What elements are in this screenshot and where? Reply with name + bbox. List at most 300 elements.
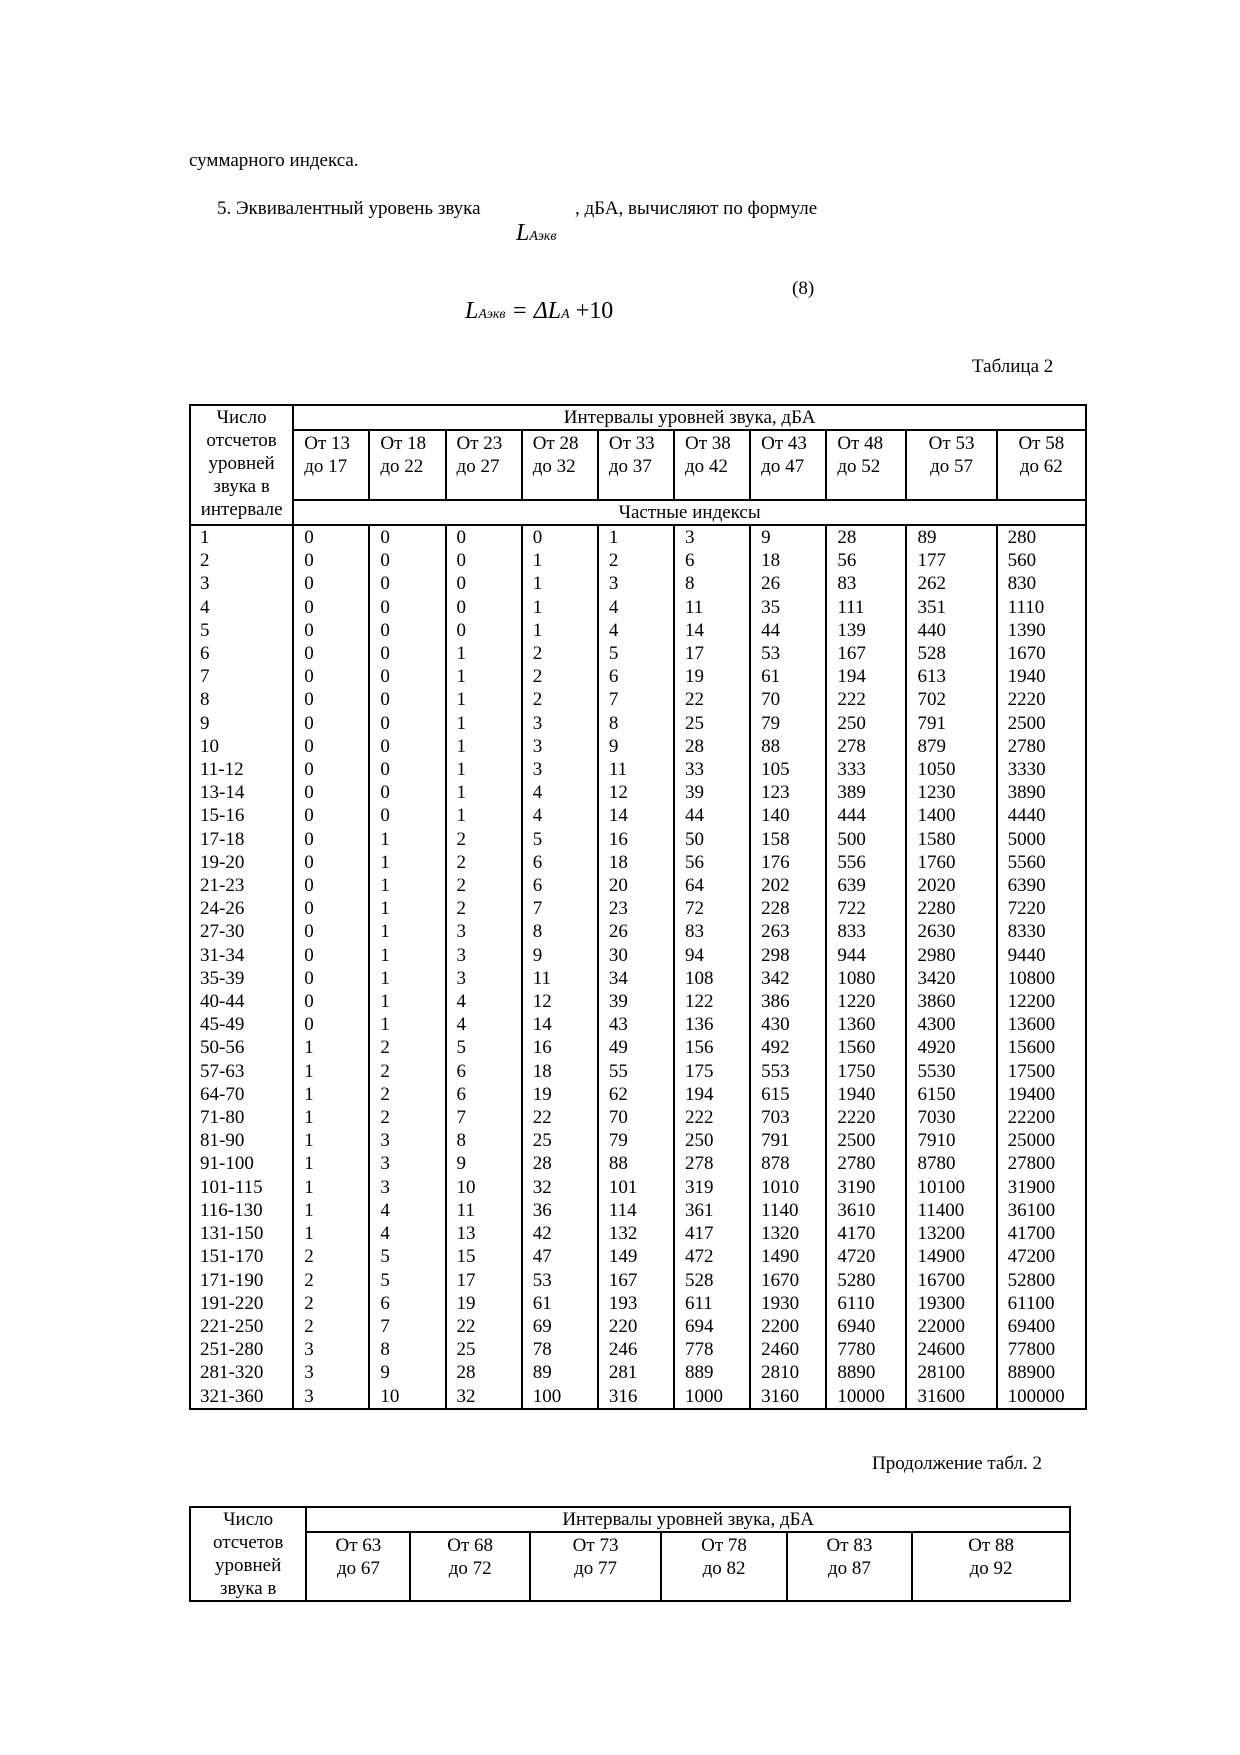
index-cell: 78 (522, 1338, 598, 1361)
index-cell: 0 (522, 525, 598, 549)
index-cell: 69400 (997, 1315, 1086, 1338)
index-cell: 32 (446, 1385, 522, 1409)
index-cell: 19 (674, 665, 750, 688)
index-cell: 4720 (826, 1245, 906, 1268)
index-cell: 3 (293, 1361, 369, 1384)
count-cell: 19-20 (190, 851, 293, 874)
intervals-header: Интервалы уровней звука, дБА (306, 1507, 1070, 1532)
count-cell: 101-115 (190, 1176, 293, 1199)
count-header-line: уровней (208, 453, 275, 474)
count-cell: 40-44 (190, 990, 293, 1013)
index-cell: 440 (906, 619, 996, 642)
count-cell: 11-12 (190, 758, 293, 781)
table-row (190, 1199, 1086, 1222)
index-cell: 3 (369, 1152, 445, 1175)
index-cell: 2 (293, 1269, 369, 1292)
formula-l-sub: Аэкв (478, 307, 506, 322)
index-cell: 72 (674, 897, 750, 920)
index-cell: 8780 (906, 1152, 996, 1175)
index-cell: 3 (674, 525, 750, 549)
index-cell: 11 (522, 967, 598, 990)
index-cell: 1390 (997, 619, 1086, 642)
interval-from: От 58 (1018, 433, 1065, 454)
count-header-line: отсчетов (206, 430, 277, 451)
index-cell: 2500 (826, 1129, 906, 1152)
index-cell: 18 (598, 851, 674, 874)
index-cell: 14 (674, 619, 750, 642)
interval-range-header (912, 1532, 1070, 1601)
index-cell: 1 (293, 1060, 369, 1083)
index-cell: 55 (598, 1060, 674, 1083)
index-cell: 2780 (826, 1152, 906, 1175)
table-row (190, 688, 1086, 711)
index-cell: 83 (674, 920, 750, 943)
index-cell: 114 (598, 1199, 674, 1222)
count-header (190, 405, 293, 525)
table-row (190, 758, 1086, 781)
inline-symbol-laekv (516, 220, 557, 247)
index-cell: 36 (522, 1199, 598, 1222)
index-cell: 8890 (826, 1361, 906, 1384)
index-cell: 111 (826, 596, 906, 619)
table-row (190, 781, 1086, 804)
index-cell: 13 (446, 1222, 522, 1245)
index-cell: 1320 (750, 1222, 826, 1245)
index-cell: 8 (446, 1129, 522, 1152)
index-cell: 1 (369, 990, 445, 1013)
index-cell: 7910 (906, 1129, 996, 1152)
index-cell: 30 (598, 944, 674, 967)
index-cell: 278 (674, 1152, 750, 1175)
interval-to: до 17 (304, 456, 348, 477)
index-cell: 0 (293, 758, 369, 781)
index-cell: 88 (598, 1152, 674, 1175)
index-cell: 8 (674, 572, 750, 595)
index-cell: 1230 (906, 781, 996, 804)
table-row (190, 1292, 1086, 1315)
table-row (190, 1315, 1086, 1338)
interval-range-header (750, 430, 826, 500)
index-cell: 1 (522, 619, 598, 642)
index-cell: 6110 (826, 1292, 906, 1315)
index-cell: 2 (293, 1315, 369, 1338)
index-cell: 17500 (997, 1060, 1086, 1083)
index-cell: 0 (369, 596, 445, 619)
index-cell: 3 (522, 735, 598, 758)
count-cell: 5 (190, 619, 293, 642)
index-cell: 70 (598, 1106, 674, 1129)
index-cell: 105 (750, 758, 826, 781)
interval-from: От 43 (761, 433, 807, 454)
symbol-sub: Аэкв (529, 229, 557, 244)
index-cell: 0 (293, 804, 369, 827)
index-cell: 136 (674, 1013, 750, 1036)
index-cell: 6 (598, 665, 674, 688)
index-cell: 14900 (906, 1245, 996, 1268)
index-cell: 3890 (997, 781, 1086, 804)
index-cell: 1580 (906, 828, 996, 851)
index-cell: 2200 (750, 1315, 826, 1338)
index-cell: 1010 (750, 1176, 826, 1199)
index-cell: 0 (293, 712, 369, 735)
index-cell: 14 (598, 804, 674, 827)
index-cell: 69 (522, 1315, 598, 1338)
index-cell: 0 (369, 619, 445, 642)
index-cell: 9 (522, 944, 598, 967)
count-cell: 7 (190, 665, 293, 688)
index-cell: 613 (906, 665, 996, 688)
index-cell: 8 (369, 1338, 445, 1361)
index-cell: 15 (446, 1245, 522, 1268)
index-cell: 6 (522, 851, 598, 874)
index-cell: 0 (293, 665, 369, 688)
index-cell: 5560 (997, 851, 1086, 874)
index-cell: 36100 (997, 1199, 1086, 1222)
index-cell: 19 (446, 1292, 522, 1315)
index-cell: 1 (446, 642, 522, 665)
index-cell: 0 (446, 619, 522, 642)
interval-to: до 57 (930, 456, 974, 477)
interval-range-header (661, 1532, 786, 1601)
index-cell: 791 (906, 712, 996, 735)
index-cell: 1750 (826, 1060, 906, 1083)
table-row (190, 1060, 1086, 1083)
interval-to: до 77 (574, 1558, 618, 1580)
table-row (190, 851, 1086, 874)
index-cell: 3860 (906, 990, 996, 1013)
index-cell: 1 (293, 1176, 369, 1199)
count-cell: 45-49 (190, 1013, 293, 1036)
table-row (190, 897, 1086, 920)
index-cell: 560 (997, 549, 1086, 572)
index-cell: 1670 (997, 642, 1086, 665)
index-cell: 0 (293, 990, 369, 1013)
index-cell: 132 (598, 1222, 674, 1245)
index-cell: 2 (293, 1245, 369, 1268)
index-cell: 158 (750, 828, 826, 851)
index-cell: 11 (598, 758, 674, 781)
count-cell: 191-220 (190, 1292, 293, 1315)
interval-to: до 82 (702, 1558, 746, 1580)
text-line-summary: суммарного индекса. (189, 150, 359, 171)
index-cell: 17 (446, 1269, 522, 1292)
count-cell: 151-170 (190, 1245, 293, 1268)
index-cell: 2980 (906, 944, 996, 967)
index-cell: 250 (826, 712, 906, 735)
index-cell: 3 (369, 1176, 445, 1199)
table-row (190, 1338, 1086, 1361)
index-cell: 4 (446, 1013, 522, 1036)
index-cell: 4 (446, 990, 522, 1013)
index-cell: 2630 (906, 920, 996, 943)
index-cell: 246 (598, 1338, 674, 1361)
index-cell: 2 (522, 665, 598, 688)
index-cell: 1930 (750, 1292, 826, 1315)
formula-8 (465, 298, 613, 325)
formula-number: (8) (792, 278, 815, 299)
interval-range-header (369, 430, 445, 500)
index-cell: 89 (906, 525, 996, 549)
index-cell: 62 (598, 1083, 674, 1106)
index-cell: 0 (369, 688, 445, 711)
formula-equals-delta: = ΔL (511, 298, 562, 324)
index-cell: 250 (674, 1129, 750, 1152)
index-cell: 0 (293, 619, 369, 642)
interval-from: От 23 (456, 433, 503, 454)
index-cell: 3160 (750, 1385, 826, 1409)
index-cell: 10 (369, 1385, 445, 1409)
index-cell: 2460 (750, 1338, 826, 1361)
index-cell: 94 (674, 944, 750, 967)
interval-range-header (306, 1532, 410, 1601)
index-cell: 14 (522, 1013, 598, 1036)
index-cell: 11400 (906, 1199, 996, 1222)
interval-from: От 73 (572, 1535, 619, 1557)
index-cell: 1220 (826, 990, 906, 1013)
interval-from: От 68 (447, 1535, 494, 1557)
index-cell: 28 (522, 1152, 598, 1175)
index-cell: 10100 (906, 1176, 996, 1199)
count-cell: 6 (190, 642, 293, 665)
index-cell: 3190 (826, 1176, 906, 1199)
index-cell: 41700 (997, 1222, 1086, 1245)
index-cell: 703 (750, 1106, 826, 1129)
index-cell: 2280 (906, 897, 996, 920)
index-cell: 7780 (826, 1338, 906, 1361)
index-cell: 70 (750, 688, 826, 711)
index-cell: 5 (522, 828, 598, 851)
index-cell: 16700 (906, 1269, 996, 1292)
index-cell: 0 (293, 1013, 369, 1036)
index-cell: 944 (826, 944, 906, 967)
index-cell: 6 (674, 549, 750, 572)
index-cell: 32 (522, 1176, 598, 1199)
count-cell: 24-26 (190, 897, 293, 920)
index-cell: 4 (369, 1199, 445, 1222)
index-cell: 19 (522, 1083, 598, 1106)
index-cell: 9440 (997, 944, 1086, 967)
count-cell: 35-39 (190, 967, 293, 990)
index-cell: 20 (598, 874, 674, 897)
index-cell: 0 (369, 665, 445, 688)
index-cell: 316 (598, 1385, 674, 1409)
index-cell: 39 (674, 781, 750, 804)
index-cell: 0 (293, 781, 369, 804)
index-cell: 492 (750, 1036, 826, 1059)
index-cell: 194 (826, 665, 906, 688)
interval-range-header (446, 430, 522, 500)
partial-index-table (189, 404, 1087, 1410)
index-cell: 2 (293, 1292, 369, 1315)
interval-from: От 33 (608, 433, 655, 454)
index-cell: 6940 (826, 1315, 906, 1338)
index-cell: 28100 (906, 1361, 996, 1384)
index-cell: 1400 (906, 804, 996, 827)
index-cell: 222 (674, 1106, 750, 1129)
index-cell: 7 (369, 1315, 445, 1338)
index-cell: 3 (522, 712, 598, 735)
index-cell: 12 (598, 781, 674, 804)
formula-l: L (465, 298, 479, 324)
index-cell: 149 (598, 1245, 674, 1268)
index-cell: 9 (446, 1152, 522, 1175)
index-cell: 4440 (997, 804, 1086, 827)
count-header (190, 1507, 306, 1601)
index-cell: 3330 (997, 758, 1086, 781)
index-cell: 278 (826, 735, 906, 758)
intervals-header: Интервалы уровней звука, дБА (293, 405, 1086, 430)
table-row (190, 967, 1086, 990)
index-cell: 39 (598, 990, 674, 1013)
index-cell: 42 (522, 1222, 598, 1245)
index-cell: 0 (369, 804, 445, 827)
index-cell: 177 (906, 549, 996, 572)
index-cell: 262 (906, 572, 996, 595)
index-cell: 12200 (997, 990, 1086, 1013)
index-cell: 18 (522, 1060, 598, 1083)
index-cell: 156 (674, 1036, 750, 1059)
index-cell: 1 (522, 596, 598, 619)
index-cell: 6 (446, 1083, 522, 1106)
index-cell: 0 (293, 525, 369, 549)
index-cell: 528 (906, 642, 996, 665)
table-row (190, 1083, 1086, 1106)
index-cell: 33 (674, 758, 750, 781)
index-cell: 2 (446, 874, 522, 897)
index-cell: 2220 (997, 688, 1086, 711)
index-cell: 83 (826, 572, 906, 595)
index-cell: 101 (598, 1176, 674, 1199)
count-header-line: Число (216, 407, 267, 428)
index-cell: 18 (750, 549, 826, 572)
index-cell: 5530 (906, 1060, 996, 1083)
index-cell: 1 (293, 1036, 369, 1059)
index-cell: 0 (446, 549, 522, 572)
index-cell: 56 (826, 549, 906, 572)
count-header-line: уровней (215, 1555, 282, 1576)
index-cell: 25 (674, 712, 750, 735)
count-cell: 91-100 (190, 1152, 293, 1175)
index-cell: 194 (674, 1083, 750, 1106)
index-cell: 1 (522, 572, 598, 595)
index-cell: 0 (446, 572, 522, 595)
index-cell: 830 (997, 572, 1086, 595)
index-cell: 64 (674, 874, 750, 897)
index-cell: 2500 (997, 712, 1086, 735)
index-cell: 49 (598, 1036, 674, 1059)
index-cell: 53 (750, 642, 826, 665)
index-cell: 1080 (826, 967, 906, 990)
interval-from: От 18 (380, 433, 427, 454)
index-cell: 1 (369, 828, 445, 851)
index-cell: 47 (522, 1245, 598, 1268)
interval-range-header (530, 1532, 661, 1601)
index-cell: 228 (750, 897, 826, 920)
index-cell: 43 (598, 1013, 674, 1036)
interval-from: От 28 (532, 433, 579, 454)
index-cell: 0 (369, 781, 445, 804)
index-cell: 1 (522, 549, 598, 572)
index-cell: 7 (522, 897, 598, 920)
interval-to: до 52 (837, 456, 881, 477)
index-cell: 176 (750, 851, 826, 874)
table-row (190, 1152, 1086, 1175)
index-cell: 0 (446, 596, 522, 619)
index-cell: 319 (674, 1176, 750, 1199)
index-cell: 25 (446, 1338, 522, 1361)
index-cell: 1110 (997, 596, 1086, 619)
index-cell: 1670 (750, 1269, 826, 1292)
index-cell: 10 (446, 1176, 522, 1199)
interval-from: От 88 (968, 1535, 1014, 1557)
interval-from: От 13 (304, 433, 350, 454)
index-cell: 1 (446, 688, 522, 711)
count-cell: 2 (190, 549, 293, 572)
index-cell: 10000 (826, 1385, 906, 1409)
index-cell: 1 (446, 735, 522, 758)
index-cell: 1360 (826, 1013, 906, 1036)
index-cell: 0 (293, 549, 369, 572)
count-header-line: звука в (219, 1578, 277, 1599)
index-cell: 639 (826, 874, 906, 897)
index-cell: 2 (522, 688, 598, 711)
index-cell: 10800 (997, 967, 1086, 990)
index-cell: 28 (674, 735, 750, 758)
table-row (190, 1013, 1086, 1036)
index-cell: 3 (446, 944, 522, 967)
index-cell: 444 (826, 804, 906, 827)
index-cell: 351 (906, 596, 996, 619)
interval-to: до 87 (827, 1558, 871, 1580)
table-row (190, 804, 1086, 827)
index-cell: 1940 (826, 1083, 906, 1106)
index-cell: 23 (598, 897, 674, 920)
index-cell: 0 (293, 944, 369, 967)
table-row (190, 1269, 1086, 1292)
index-cell: 280 (997, 525, 1086, 549)
interval-range-header (826, 430, 906, 500)
index-cell: 263 (750, 920, 826, 943)
index-cell: 333 (826, 758, 906, 781)
index-cell: 79 (598, 1129, 674, 1152)
index-cell: 1 (446, 781, 522, 804)
index-cell: 26 (750, 572, 826, 595)
paragraph-5-start: 5. Эквивалентный уровень звука (217, 198, 481, 219)
table-row (190, 1222, 1086, 1245)
index-cell: 4 (598, 619, 674, 642)
index-cell: 167 (826, 642, 906, 665)
count-header-line: звука в (213, 476, 270, 497)
index-cell: 28 (826, 525, 906, 549)
index-cell: 281 (598, 1361, 674, 1384)
index-cell: 889 (674, 1361, 750, 1384)
table-row (190, 1245, 1086, 1268)
index-cell: 22000 (906, 1315, 996, 1338)
count-cell: 81-90 (190, 1129, 293, 1152)
formula-a-sub: A (561, 307, 570, 322)
index-cell: 100 (522, 1385, 598, 1409)
count-header-line: отсчетов (212, 1532, 284, 1553)
index-cell: 0 (293, 967, 369, 990)
index-cell: 879 (906, 735, 996, 758)
index-cell: 5 (369, 1245, 445, 1268)
index-cell: 9 (369, 1361, 445, 1384)
index-cell: 7030 (906, 1106, 996, 1129)
table-caption: Таблица 2 (972, 356, 1054, 377)
index-cell: 12 (522, 990, 598, 1013)
index-cell: 0 (293, 735, 369, 758)
index-cell: 52800 (997, 1269, 1086, 1292)
